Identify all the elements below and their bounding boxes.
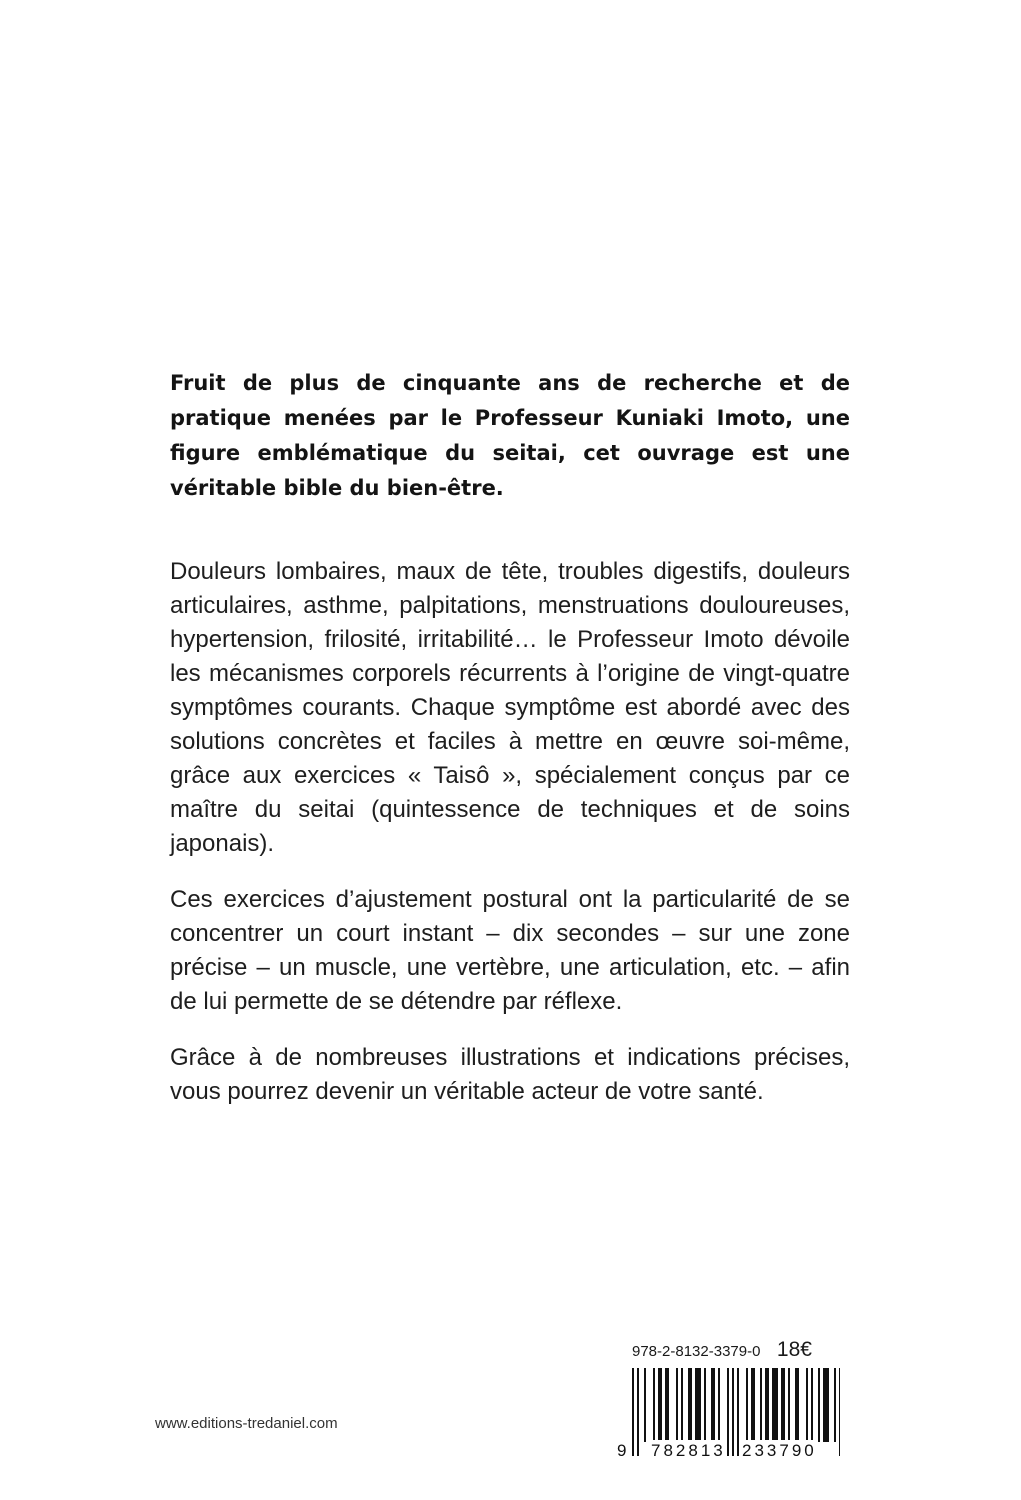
description-paragraph: Grâce à de nombreuses illustrations et indications précises, vous pourrez devenir un véritable acteur de votre santé. xyxy=(170,1044,850,1105)
intro-paragraph: Fruit de plus de cinquante ans de recherche et de pratique menées par le Professeur Kuniaki Imoto, une figure emblématique du seitai, cet ouvrage est une véritable bible du bien-être. xyxy=(170,371,850,500)
barcode-bar xyxy=(644,1368,646,1442)
publisher-website: www.editions-tredaniel.com xyxy=(155,1415,338,1432)
barcode-left-group: 782813 xyxy=(651,1441,726,1460)
barcode-bar xyxy=(746,1368,748,1442)
barcode-bar xyxy=(681,1368,683,1442)
description xyxy=(170,555,850,1131)
barcode-bar xyxy=(688,1368,692,1442)
barcode-bar xyxy=(711,1368,715,1442)
barcode-bar xyxy=(772,1368,778,1442)
barcode-bar xyxy=(818,1368,820,1442)
price: 18€ xyxy=(776,1338,812,1361)
barcode xyxy=(617,1368,840,1460)
barcode-bar xyxy=(676,1368,678,1442)
barcode-bar xyxy=(823,1368,829,1442)
isbn-number: 978-2-8132-3379-0 xyxy=(632,1343,761,1360)
barcode-bar xyxy=(665,1368,669,1442)
description-paragraph: Ces exercices d’ajustement postural ont la particularité de se concentrer un court instant – dix secondes – sur une zone précise – un muscle, une vertèbre, une articulation, etc. – afin de lui permette de se détendre par réflexe. xyxy=(170,886,850,1015)
barcode-bar xyxy=(760,1368,762,1442)
isbn-price-line xyxy=(632,1338,812,1362)
barcode-bar xyxy=(788,1368,790,1442)
barcode-bar xyxy=(811,1368,813,1442)
barcode-bar xyxy=(834,1368,836,1442)
description-paragraph: Douleurs lombaires, maux de tête, troubles digestifs, douleurs articulaires, asthme, palpitations, menstruations douloureuses, hypertension, frilosité, irritabilité… le Professeur Imoto dévoile les mécanismes corporels récurrents à l’origine de vingt-quatre symptômes courants. Chaque symptôme est abordé avec des solutions concrètes et faciles à mettre en œuvre soi-même, grâce aux exercices « Taisô », spécialement conçus par ce maître du seitai (quintessence de techniques et de soins japonais). xyxy=(170,558,850,857)
barcode-bar xyxy=(653,1368,655,1442)
barcode-right-group: 233790 xyxy=(742,1441,817,1460)
barcode-bar xyxy=(781,1368,785,1442)
barcode-bar xyxy=(695,1368,701,1442)
barcode-bar xyxy=(795,1368,799,1442)
barcode-bar xyxy=(704,1368,706,1442)
barcode-digits xyxy=(617,1440,840,1462)
barcode-bar xyxy=(765,1368,769,1442)
barcode-bar xyxy=(806,1368,808,1442)
barcode-bar xyxy=(718,1368,720,1442)
barcode-first-digit: 9 xyxy=(617,1441,627,1460)
barcode-bar xyxy=(658,1368,662,1442)
barcode-bar xyxy=(751,1368,755,1442)
